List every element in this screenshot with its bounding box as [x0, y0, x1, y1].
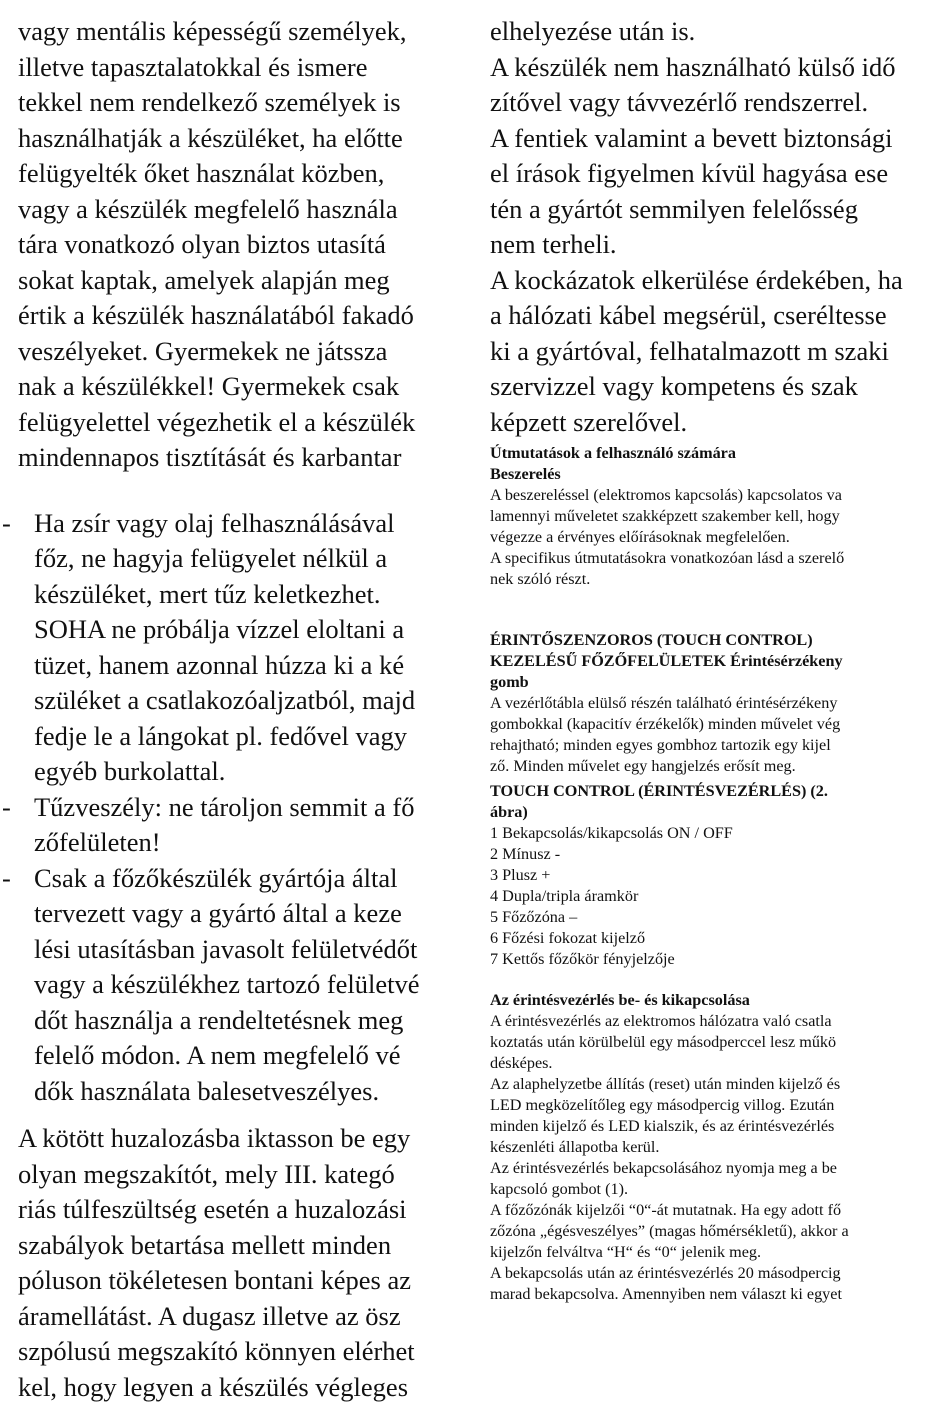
text-line: zőfelületen!: [34, 825, 464, 861]
bullet-item-fire-hazard: [18, 790, 464, 861]
text-line: kapcsoló gombot (1).: [490, 1179, 936, 1200]
text-line: dők használata balesetveszélyes.: [34, 1074, 464, 1110]
text-line: minden kijelző és LED kialszik, és az érintésvezérlés: [490, 1116, 936, 1137]
text-line: egyéb burkolattal.: [34, 754, 464, 790]
text-line: használhatják a készüléket, ha előtte: [18, 121, 464, 157]
control-item: 7 Kettős főzőkör fényjelzője: [490, 949, 936, 970]
text-line: nek szóló részt.: [490, 569, 936, 590]
text-line: A kockázatok elkerülése érdekében, ha: [490, 263, 936, 299]
touch-heading: KEZELÉSŰ FŐZŐFELÜLETEK Érintésérzékeny: [490, 651, 936, 672]
text-line: A vezérlőtábla elülső részén található érintésérzékeny: [490, 693, 936, 714]
left-column: [18, 14, 464, 1405]
text-line: ki a gyártóval, felhatalmazott m szaki: [490, 334, 936, 370]
text-line: olyan megszakítót, mely III. kategó: [18, 1157, 464, 1193]
text-line: elhelyezése után is.: [490, 14, 936, 50]
text-line: felelő módon. A nem megfelelő vé: [34, 1038, 464, 1074]
text-line: felügyelettel végezhetik el a készülék: [18, 405, 464, 441]
control-item: 3 Plusz +: [490, 865, 936, 886]
text-line: A beszereléssel (elektromos kapcsolás) kapcsolatos va: [490, 485, 936, 506]
text-line: fedje le a lángokat pl. fedővel vagy: [34, 719, 464, 755]
text-line: désképes.: [490, 1053, 936, 1074]
text-line: tára vonatkozó olyan biztos utasítá: [18, 227, 464, 263]
control-heading: ábra): [490, 802, 936, 823]
wiring-paragraph: [18, 1121, 464, 1405]
text-line: vagy mentális képességű személyek,: [18, 14, 464, 50]
text-line: tekkel nem rendelkező személyek is: [18, 85, 464, 121]
text-line: lamennyi műveletet szakképzett szakember kell, hogy: [490, 506, 936, 527]
text-line: vagy a készülék megfelelő használa: [18, 192, 464, 228]
touch-heading: ÉRINTŐSZENZOROS (TOUCH CONTROL): [490, 630, 936, 651]
touch-section: [490, 630, 936, 777]
text-line: A fentiek valamint a bevett biztonsági: [490, 121, 936, 157]
control-item: 6 Főzési fokozat kijelző: [490, 928, 936, 949]
text-line: A specifikus útmutatásokra vonatkozóan lásd a szerelő: [490, 548, 936, 569]
text-line: zőzóna „égésveszélyes” (magas hőmérsékletű), akkor a: [490, 1221, 936, 1242]
text-line: zítővel vagy távvezérlő rendszerrel.: [490, 85, 936, 121]
text-line: szervizzel vagy kompetens és szak: [490, 369, 936, 405]
text-line: szüléket a csatlakozóaljzatból, majd: [34, 683, 464, 719]
text-line: Az érintésvezérlés bekapcsolásához nyomja meg a be: [490, 1158, 936, 1179]
text-line: A bekapcsolás után az érintésvezérlés 20 másodpercig: [490, 1263, 936, 1284]
text-line: készüléket, mert tűz keletkezhet.: [34, 577, 464, 613]
touch-heading: gomb: [490, 672, 936, 693]
text-line: Csak a főzőkészülék gyártója által: [34, 861, 464, 897]
text-line: kel, hogy legyen a készülés végleges: [18, 1370, 464, 1405]
bullet-marker: -: [2, 861, 11, 897]
text-line: el írások figyelmen kívül hagyása ese: [490, 156, 936, 192]
text-line: Tűzveszély: ne tároljon semmit a fő: [34, 790, 464, 826]
text-line: LED megközelítőleg egy másodpercig villog. Ezután: [490, 1095, 936, 1116]
text-line: riás túlfeszültség esetén a huzalozási: [18, 1192, 464, 1228]
installation-heading: Beszerelés: [490, 464, 936, 485]
text-line: vagy a készülékhez tartozó felületvé: [34, 967, 464, 1003]
text-line: a hálózati kábel megsérül, cseréltesse: [490, 298, 936, 334]
text-line: Az alaphelyzetbe állítás (reset) után minden kijelző és: [490, 1074, 936, 1095]
text-line: tervezett vagy a gyártó által a keze: [34, 896, 464, 932]
text-line: ző. Minden művelet egy hangjelzés erősít meg.: [490, 756, 936, 777]
text-line: felügyelték őket használat közben,: [18, 156, 464, 192]
text-line: készenléti állapotba kerül.: [490, 1137, 936, 1158]
text-line: dőt használja a rendeltetésnek meg: [34, 1003, 464, 1039]
text-line: póluson tökéletesen bontani képes az: [18, 1263, 464, 1299]
text-line: tén a gyártót semmilyen felelősség: [490, 192, 936, 228]
text-line: veszélyeket. Gyermekek ne játssza: [18, 334, 464, 370]
bullet-marker: -: [2, 790, 11, 826]
text-line: nak a készülékkel! Gyermekek csak: [18, 369, 464, 405]
text-line: A főzőzónák kijelzői “0“-át mutatnak. Ha egy adott fő: [490, 1200, 936, 1221]
text-line: nem terheli.: [490, 227, 936, 263]
text-line: lési utasításban javasolt felületvédőt: [34, 932, 464, 968]
bullet-marker: -: [2, 506, 11, 542]
text-line: A érintésvezérlés az elektromos hálózatra való csatla: [490, 1011, 936, 1032]
text-line: szabályok betartása mellett minden: [18, 1228, 464, 1264]
text-line: A kötött huzalozásba iktasson be egy: [18, 1121, 464, 1157]
text-line: áramellátást. A dugasz illetve az ösz: [18, 1299, 464, 1335]
control-heading: TOUCH CONTROL (ÉRINTÉSVEZÉRLÉS) (2.: [490, 781, 936, 802]
onoff-heading: Az érintésvezérlés be- és kikapcsolása: [490, 990, 936, 1011]
text-line: illetve tapasztalatokkal és ismere: [18, 50, 464, 86]
right-column: [490, 14, 936, 1305]
text-line: Ha zsír vagy olaj felhasználásával: [34, 506, 464, 542]
instructions-heading: Útmutatások a felhasználó számára: [490, 443, 936, 464]
bullet-list: [18, 506, 464, 1110]
control-item: 1 Bekapcsolás/kikapcsolás ON / OFF: [490, 823, 936, 844]
intro-paragraph: [18, 14, 464, 476]
text-line: SOHA ne próbálja vízzel eloltani a: [34, 612, 464, 648]
text-line: végezze a érvényes előírásoknak megfelelően.: [490, 527, 936, 548]
text-line: koztatás után körülbelül egy másodperccel lesz műkö: [490, 1032, 936, 1053]
control-item: 4 Dupla/tripla áramkör: [490, 886, 936, 907]
bullet-item-guards: [18, 861, 464, 1110]
text-line: kijelzőn felváltva “H“ és “0“ jelenik meg.: [490, 1242, 936, 1263]
text-line: szpólusú megszakító könnyen elérhet: [18, 1334, 464, 1370]
control-item: 2 Mínusz -: [490, 844, 936, 865]
text-line: gombokkal (kapacitív érzékelők) minden művelet vég: [490, 714, 936, 735]
bullet-item-fire: [18, 506, 464, 790]
safety-paragraph: [490, 14, 936, 440]
text-line: képzett szerelővel.: [490, 405, 936, 441]
text-line: marad bekapcsolva. Amennyiben nem választ ki egyet: [490, 1284, 936, 1305]
text-line: rehajtható; minden egyes gombhoz tartozik egy kijel: [490, 735, 936, 756]
text-line: tüzet, hanem azonnal húzza ki a ké: [34, 648, 464, 684]
text-line: értik a készülék használatából fakadó: [18, 298, 464, 334]
control-item: 5 Főzőzóna –: [490, 907, 936, 928]
text-line: mindennapos tisztítását és karbantar: [18, 440, 464, 476]
text-line: A készülék nem használható külső idő: [490, 50, 936, 86]
text-line: főz, ne hagyja felügyelet nélkül a: [34, 541, 464, 577]
control-section: [490, 781, 936, 970]
onoff-section: [490, 990, 936, 1305]
installation-section: [490, 443, 936, 590]
text-line: sokat kaptak, amelyek alapján meg: [18, 263, 464, 299]
